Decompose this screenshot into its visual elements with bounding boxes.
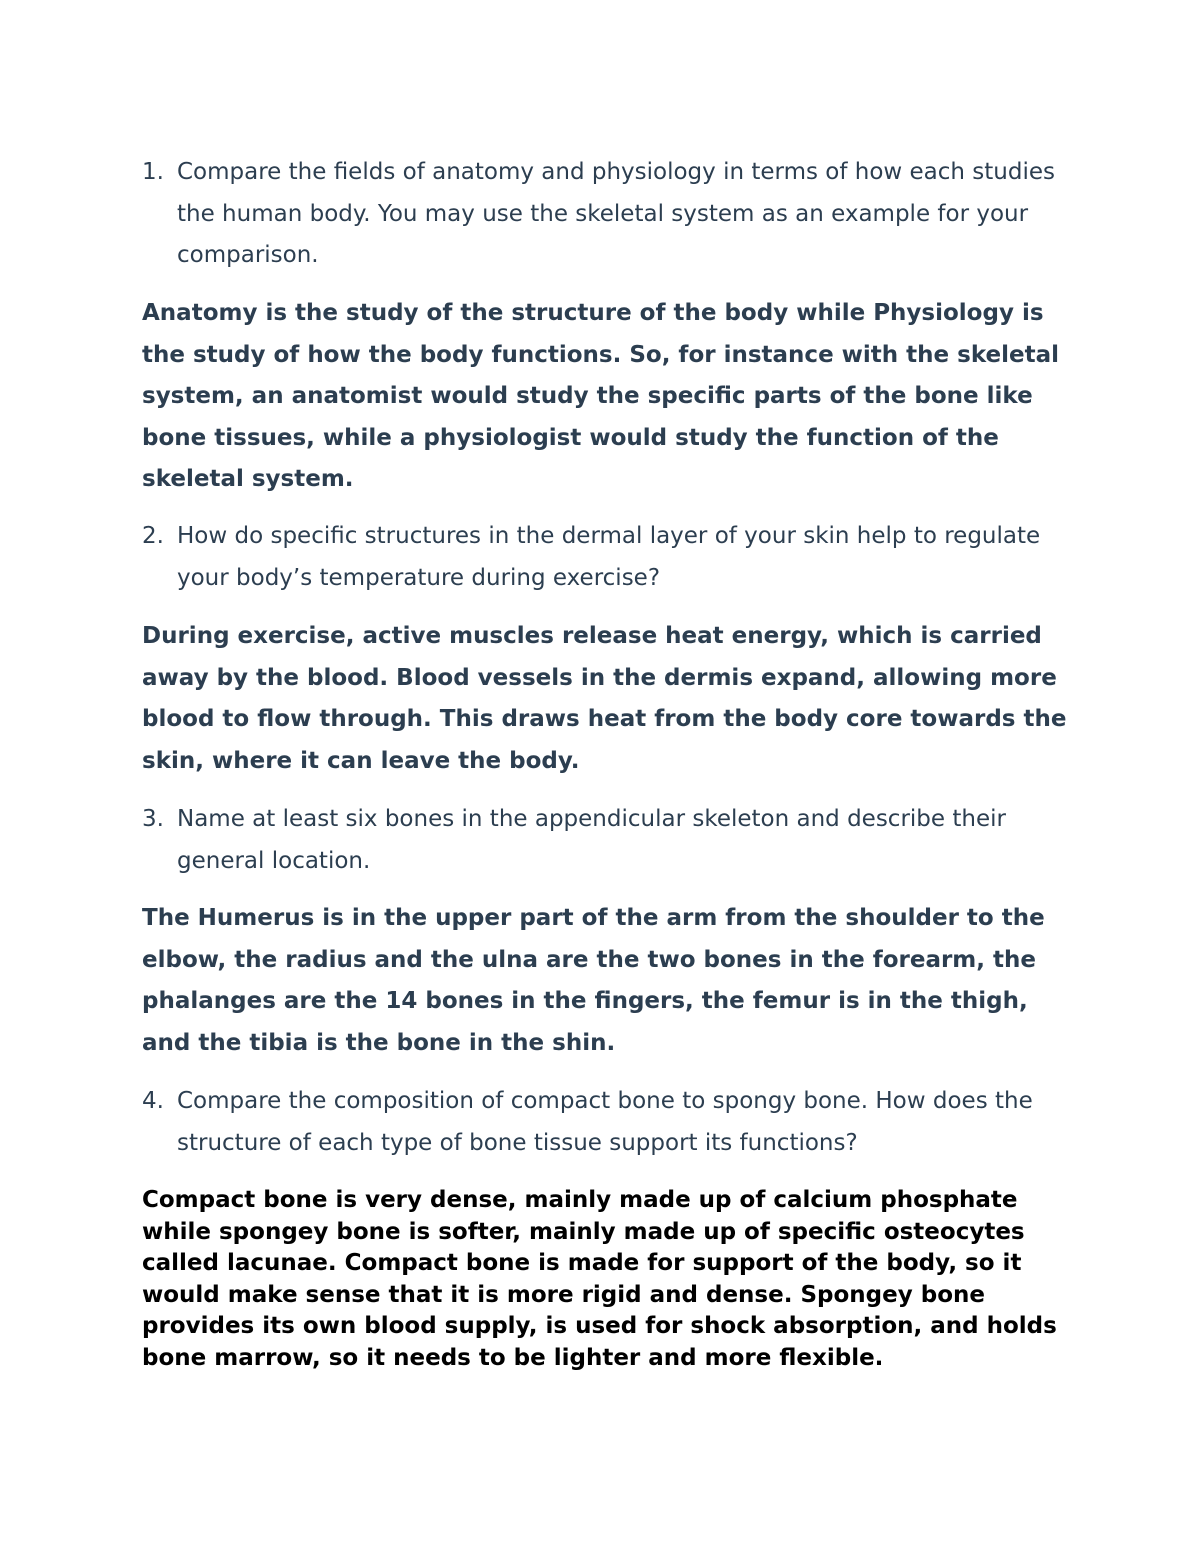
- question-text: Name at least six bones in the appendicular skeleton and describe their general location.: [177, 806, 1006, 874]
- answer-1: Anatomy is the study of the structure of the body while Physiology is the study of how the body functions. So, for instance with the skeletal system, an anatomist would study the specific parts of the bone like bone tissues, while a physiologist would study the function of the skeletal system.: [142, 300, 1060, 492]
- question-text: Compare the composition of compact bone to spongy bone. How does the structure of each type of bone tissue support its functions?: [177, 1088, 1033, 1156]
- answer-3: The Humerus is in the upper part of the arm from the shoulder to the elbow, the radius and the ulna are the two bones in the forearm, the phalanges are the 14 bones in the fingers, the femur is in the thigh, and the tibia is the bone in the shin.: [142, 905, 1045, 1056]
- question-text: How do specific structures in the dermal layer of your skin help to regulate your body’s temperature during exercise?: [177, 523, 1041, 591]
- question-number: 3.: [142, 806, 164, 832]
- question-3: [142, 799, 1072, 882]
- question-number: 4.: [142, 1088, 164, 1114]
- question-text: Compare the fields of anatomy and physiology in terms of how each studies the human body. You may use the skeletal system as an example for your comparison.: [177, 159, 1056, 268]
- answer-4: Compact bone is very dense, mainly made up of calcium phosphate while spongey bone is softer, mainly made up of specific osteocytes called lacunae. Compact bone is made for support of the body, so it would make sense that it is more rigid and dense. Spongey bone provides its own blood supply, is used for shock absorption, and holds bone marrow, so it needs to be lighter and more flexible.: [142, 1187, 1057, 1371]
- question-1: [142, 152, 1072, 277]
- question-4: [142, 1081, 1072, 1164]
- question-number: 1.: [142, 159, 164, 185]
- question-2: [142, 516, 1072, 599]
- question-number: 2.: [142, 523, 164, 549]
- answer-2: During exercise, active muscles release heat energy, which is carried away by the blood. Blood vessels in the dermis expand, allowing more blood to flow through. This draws heat from the body core towards the skin, where it can leave the body.: [142, 623, 1067, 774]
